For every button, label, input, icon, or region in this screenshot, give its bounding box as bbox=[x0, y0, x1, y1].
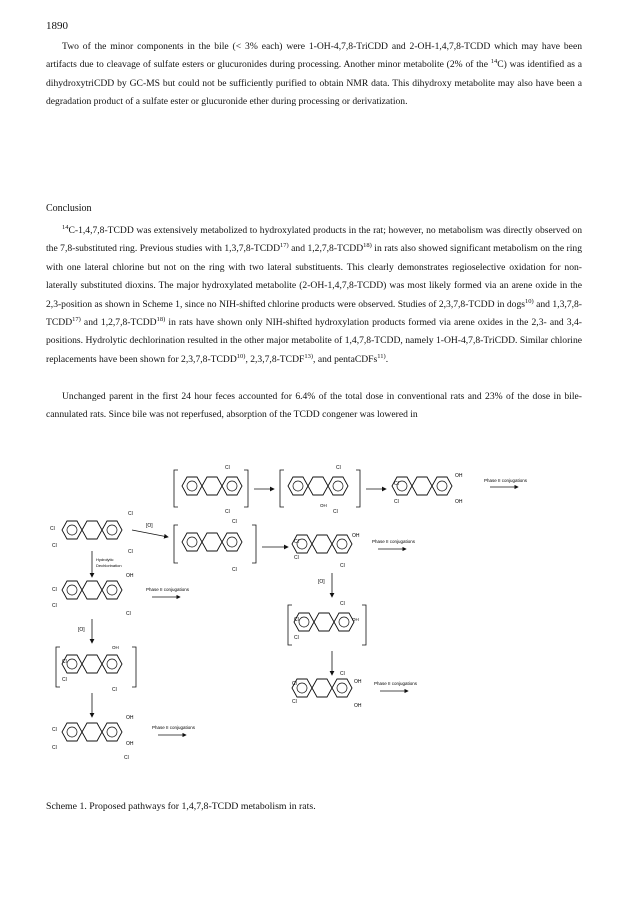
page-number: 1890 bbox=[46, 20, 68, 32]
svg-text:Cl: Cl bbox=[232, 519, 237, 525]
svg-text:Cl: Cl bbox=[225, 465, 230, 471]
svg-text:Cl: Cl bbox=[292, 699, 297, 705]
svg-text:OH: OH bbox=[126, 741, 134, 747]
svg-text:OH: OH bbox=[352, 533, 360, 539]
svg-text:Cl: Cl bbox=[340, 671, 345, 677]
phase2-label-left-1: Phase II conjugations bbox=[146, 587, 190, 592]
svg-text:Cl: Cl bbox=[128, 511, 133, 517]
svg-text:Cl: Cl bbox=[294, 635, 299, 641]
1-oh-tricdd-structure bbox=[52, 573, 134, 617]
svg-text:Cl: Cl bbox=[112, 687, 117, 693]
intro-paragraph: Two of the minor components in the bile (< 3% each) were 1-OH-4,7,8-TriCDD and 2-OH-1,4,7,8-TCDD which may have been artifacts due to cleavage of sulfate esters or glucuronides during processing. Another minor metabolite (2% of the $^{14}$C) was identified as a dihydroxytriCDD by GC-MS but could not be sufficiently purified to obtain NMR data. This dihydroxy metabolite may also have been a degradation product of a sulfate ester or glucuronide ether during processing or derivatization. bbox=[46, 41, 583, 108]
svg-text:Cl: Cl bbox=[128, 549, 133, 555]
oxidation-label-2: [O] bbox=[318, 579, 325, 585]
svg-text:Cl: Cl bbox=[52, 745, 57, 751]
parent-tcdd-structure bbox=[50, 511, 133, 555]
svg-text:OH: OH bbox=[352, 617, 359, 622]
scheme-1-diagram bbox=[40, 425, 600, 775]
oxidation-label-1: [O] bbox=[146, 523, 153, 529]
svg-text:Cl: Cl bbox=[340, 601, 345, 607]
svg-text:Cl: Cl bbox=[124, 755, 129, 761]
svg-text:Cl: Cl bbox=[52, 587, 57, 593]
svg-text:OH: OH bbox=[126, 573, 134, 579]
phase2-label-left-2: Phase II conjugations bbox=[152, 725, 196, 730]
svg-text:Cl: Cl bbox=[292, 681, 297, 687]
svg-text:Cl: Cl bbox=[52, 603, 57, 609]
svg-text:Cl: Cl bbox=[52, 727, 57, 733]
svg-text:Cl: Cl bbox=[225, 509, 230, 515]
dihydroxy-tcdd-lower-right bbox=[292, 671, 362, 709]
2-oh-tcdd-structure bbox=[292, 533, 360, 569]
phase2-label-lower-right: Phase II conjugations bbox=[374, 681, 418, 686]
oxidation-arrow-1 bbox=[132, 530, 168, 537]
svg-text:Dechlorination: Dechlorination bbox=[96, 563, 122, 568]
scheme-caption: Scheme 1. Proposed pathways for 1,4,7,8-TCDD metabolism in rats. bbox=[46, 801, 316, 812]
svg-text:OH: OH bbox=[354, 679, 362, 685]
svg-text:Cl: Cl bbox=[126, 611, 131, 617]
svg-text:Cl: Cl bbox=[336, 465, 341, 471]
svg-text:Cl: Cl bbox=[394, 481, 399, 487]
dihydrodiol-intermediate-top-2 bbox=[280, 465, 360, 515]
svg-text:Cl: Cl bbox=[50, 526, 55, 532]
svg-text:OH: OH bbox=[455, 499, 463, 505]
dihydroxy-metabolite-structure bbox=[392, 473, 463, 505]
conclusion-paragraph-1: $^{14}$C-1,4,7,8-TCDD was extensively metabolized to hydroxylated products in the rat; however, no metabolism was directly observed on the 7,8-substituted ring. Previous studies with 1,3,7,8-TCDD$^{17)}$ and 1,2,7,8-TCDD$^{18)}$ in rats also showed significant metabolism on the ring with one lateral chlorine but not on the ring with two lateral substituents. This clearly demonstrates regioselective oxidation for non-laterally substituted dioxins. The major hydroxylated metabolite (2-OH-1,4,7,8-TCDD) was most likely formed via an arene oxide in the 2,3-position as shown in Scheme 1, since no NIH-shifted chlorine products were observed. Studies of 2,3,7,8-TCDD in dogs$^{10)}$ and 1,3,7,8-TCDD$^{17)}$ and 1,2,7,8-TCDD$^{18)}$ in rats have shown only NIH-shifted hydroxylation products formed via arene oxides in the 2,3- and 3,4-positions. Hydrolytic dechlorination resulted in the other major metabolite of 1,4,7,8-TCDD, namely 1-OH-4,7,8-TriCDD. Similar chlorine replacements have been shown for 2,3,7,8-TCDD$^{10)}$, 2,3,7,8-TCDF$^{13)}$, and pentaCDFs$^{11)}$. bbox=[46, 223, 583, 365]
svg-text:Cl: Cl bbox=[52, 543, 57, 549]
dihydroxy-tricdd-lower-left bbox=[52, 715, 134, 761]
svg-text:Cl: Cl bbox=[340, 563, 345, 569]
svg-text:OH: OH bbox=[455, 473, 463, 479]
svg-text:Cl: Cl bbox=[333, 509, 338, 515]
svg-text:OH: OH bbox=[320, 503, 327, 508]
svg-text:Cl: Cl bbox=[394, 499, 399, 505]
oxidation-label-3: [O] bbox=[78, 627, 85, 633]
conclusion-paragraph-2: Unchanged parent in the first 24 hour feces accounted for 6.4% of the total dose in conventional rats and 23% of the dose in bile-cannulated rats. Since bile was not reperfused, absorption of the TCDD congener was lowered in bbox=[46, 391, 582, 421]
phase2-label-top: Phase II conjugations bbox=[484, 478, 528, 483]
phase2-label-middle: Phase II conjugations bbox=[372, 539, 416, 544]
arene-oxide-intermediate-lower-left bbox=[56, 645, 136, 693]
svg-text:Cl: Cl bbox=[294, 555, 299, 561]
svg-text:Cl: Cl bbox=[294, 617, 299, 623]
svg-text:OH: OH bbox=[112, 645, 119, 650]
svg-text:Cl: Cl bbox=[62, 659, 67, 665]
conclusion-heading: Conclusion bbox=[46, 203, 92, 214]
arene-oxide-intermediate-middle bbox=[174, 519, 256, 573]
svg-text:OH: OH bbox=[354, 703, 362, 709]
svg-text:Cl: Cl bbox=[294, 539, 299, 545]
svg-text:Cl: Cl bbox=[62, 677, 67, 683]
hydrolytic-label: Hydrolytic bbox=[96, 557, 114, 562]
svg-text:Cl: Cl bbox=[232, 567, 237, 573]
svg-text:OH: OH bbox=[126, 715, 134, 721]
arene-oxide-intermediate-lower-right bbox=[288, 601, 366, 645]
arene-oxide-intermediate-top-1 bbox=[174, 465, 248, 515]
